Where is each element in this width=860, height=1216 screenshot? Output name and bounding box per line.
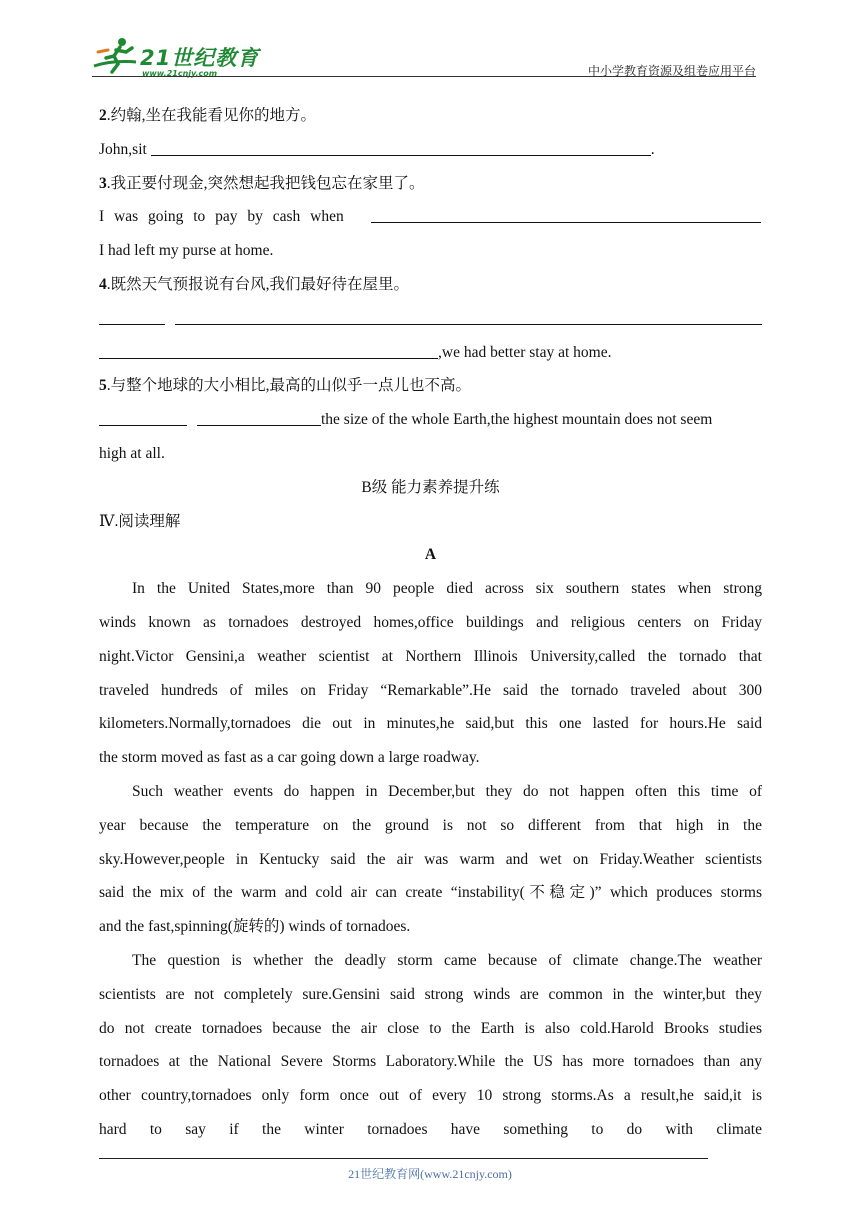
q5-answer-line	[99, 403, 762, 437]
passage-line: hard to say if the winter tornadoes have something to do with climate	[99, 1120, 762, 1138]
q3-answer-line	[99, 200, 762, 234]
header-divider	[92, 76, 756, 77]
platform-caption: 中小学教育资源及组卷应用平台	[587, 64, 756, 78]
page-footer: 21世纪教育网(www.21cnjy.com)	[348, 1167, 512, 1181]
q2-chinese: .约翰,坐在我能看见你的地方。	[106, 107, 317, 124]
q5-english: the size of the whole Earth,the highest mountain does not seem	[321, 411, 713, 429]
q4-answer-line1	[99, 302, 762, 336]
footer-divider	[99, 1158, 708, 1159]
q3-english: I was going to pay by cash when	[99, 208, 344, 226]
q2-prompt	[99, 99, 762, 133]
passage-line: and the fast,spinning(旋转的) winds of tornadoes.	[99, 918, 411, 936]
q2-number: 2	[99, 107, 107, 124]
answer-blank[interactable]	[99, 302, 165, 325]
passage-line: tornadoes at the National Severe Storms Laboratory.While the US has more tornadoes than any	[99, 1053, 762, 1071]
section-b-heading: B级 能力素养提升练	[361, 478, 500, 496]
passage-line: the storm moved as fast as a car going down a large roadway.	[99, 749, 480, 767]
passage-line: sky.However,people in Kentucky said the air was warm and wet on Friday.Weather scientists	[99, 850, 762, 868]
q2-english: John,sit	[99, 140, 147, 158]
q2-period: .	[650, 140, 655, 158]
passage-title	[99, 538, 762, 572]
q3-prompt	[99, 167, 762, 201]
answer-blank[interactable]	[371, 200, 761, 223]
q4-english: ,we had better stay at home.	[438, 343, 612, 361]
q4-chinese: .既然天气预报说有台风,我们最好待在屋里。	[106, 275, 410, 293]
runner-icon	[92, 36, 140, 78]
passage-line: kilometers.Normally,tornadoes die out in minutes,he said,but this one lasted for hours.He said	[99, 715, 762, 733]
q5-continuation: high at all.	[99, 444, 165, 462]
passage-line: winds known as tornadoes destroyed homes,office buildings and religious centers on Friday	[99, 613, 762, 631]
answer-blank[interactable]	[197, 403, 321, 426]
logo-url: www.21cnjy.com	[142, 69, 218, 78]
q4-prompt	[99, 268, 762, 302]
q2-answer-line	[99, 133, 762, 167]
passage-title-text: A	[424, 546, 437, 564]
passage-line: said the mix of the warm and cold air can create “instability(不稳定)” which produces storms	[99, 884, 762, 902]
passage-line: night.Victor Gensini,a weather scientist at Northern Illinois University,called the tornado that	[99, 647, 762, 665]
page-header	[92, 28, 756, 78]
passage-line: year because the temperature on the ground is not so different from that high in the	[99, 816, 762, 834]
q5-chinese: .与整个地球的大小相比,最高的山似乎一点儿也不高。	[106, 377, 472, 395]
passage-line: In the United States,more than 90 people died across six southern states when strong	[132, 580, 762, 598]
page-content	[99, 99, 762, 1147]
passage-line: other country,tornadoes only form once out of every 10 strong storms.As a result,he said,it is	[99, 1087, 762, 1105]
q5-number: 5	[99, 377, 107, 395]
passage-line: Such weather events do happen in December,but they do not happen often this time of	[132, 782, 762, 800]
passage-line: traveled hundreds of miles on Friday “Remarkable”.He said the tornado traveled about 300	[99, 681, 762, 699]
q3-number: 3	[99, 174, 107, 192]
passage-line: The question is whether the deadly storm came because of climate change.The weather	[132, 951, 762, 969]
answer-blank[interactable]	[175, 302, 762, 325]
logo-text: 21世纪教育	[140, 46, 260, 70]
answer-blank[interactable]	[99, 403, 187, 426]
site-logo	[92, 36, 262, 78]
q4-number: 4	[99, 275, 107, 293]
answer-blank[interactable]	[151, 133, 651, 156]
q3-chinese: .我正要付现金,突然想起我把钱包忘在家里了。	[106, 174, 425, 192]
q4-answer-line2	[99, 336, 762, 370]
q3-continuation: I had left my purse at home.	[99, 242, 274, 260]
passage-line: do not create tornadoes because the air close to the Earth is also cold.Harold Brooks studies	[99, 1019, 762, 1037]
passage-line: scientists are not completely sure.Gensini said strong winds are common in the winter,but they	[99, 985, 762, 1003]
section-iv-heading: Ⅳ.阅读理解	[99, 512, 181, 530]
q5-prompt	[99, 369, 762, 403]
answer-blank[interactable]	[99, 336, 438, 359]
